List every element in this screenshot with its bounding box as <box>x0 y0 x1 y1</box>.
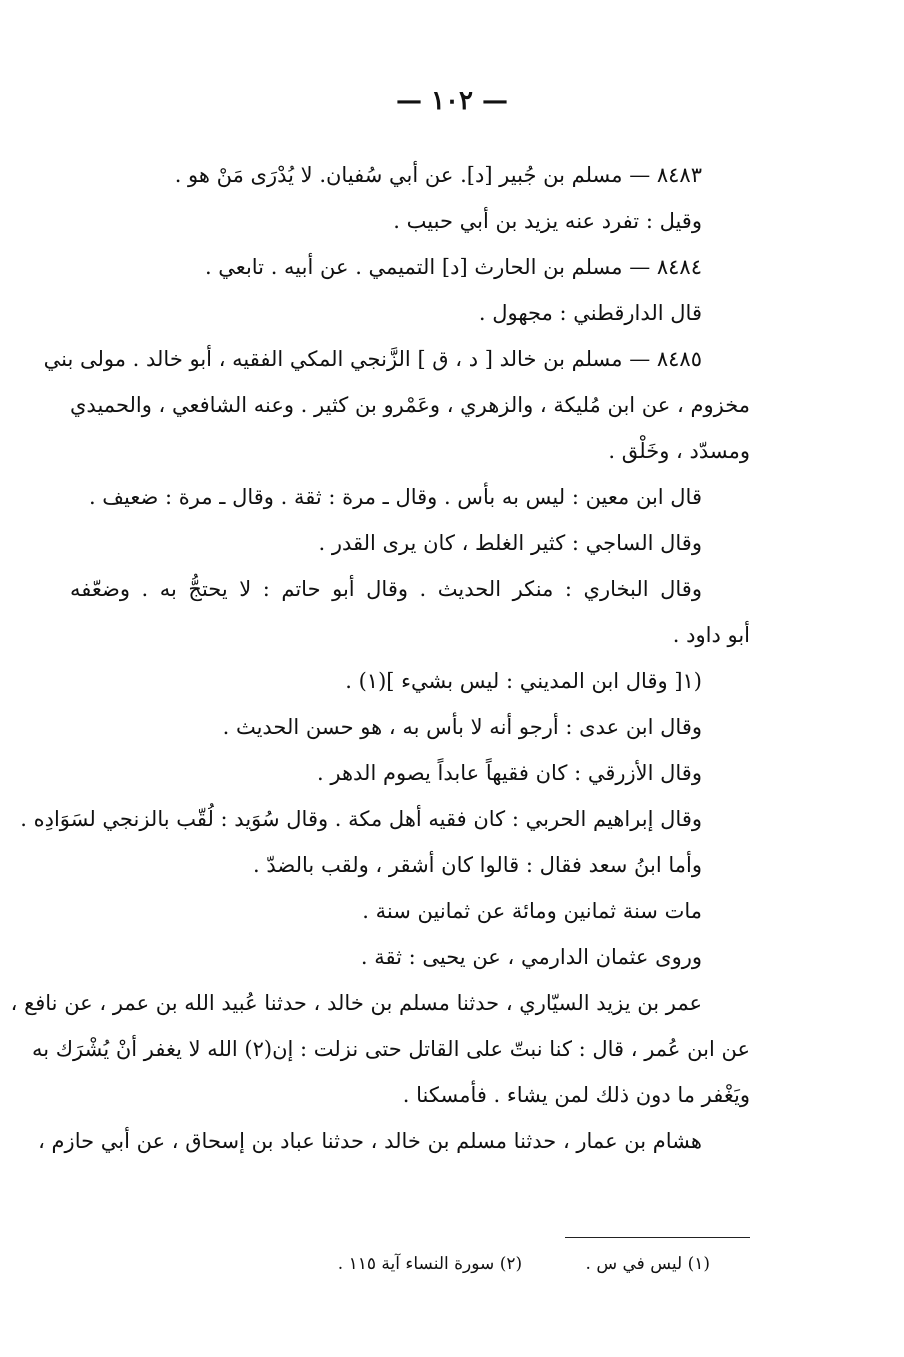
text-line: وقال إبراهيم الحربي : كان فقيه أهل مكة . وقال سُوَيد : لُقّب بالزنجي لسَوَادِه . <box>20 807 702 831</box>
text-line: قال الدارقطني : مجهول . <box>478 301 702 325</box>
entry-8484-line: ٨٤٨٤ — مسلم بن الحارث [د] التميمي . عن أبيه . تابعي . <box>204 255 702 279</box>
footnote-2: (٢) سورة النساء آية ١١٥ . <box>337 1254 523 1274</box>
footnote-1: (١) ليس في س . <box>585 1254 710 1274</box>
text-line: وأما ابنُ سعد فقال : قالوا كان أشقر ، ولقب بالضدّ . <box>253 853 702 877</box>
text-line: وقال الساجي : كثير الغلط ، كان يرى القدر . <box>318 531 702 555</box>
text-line: مخزوم ، عن ابن مُليكة ، والزهري ، وعَمْرو بن كثير . وعنه الشافعي ، والحميدي <box>70 393 750 417</box>
text-line: مات سنة ثمانين ومائة عن ثمانين سنة . <box>362 899 702 923</box>
text-line: وروى عثمان الدارمي ، عن يحيى : ثقة . <box>360 945 702 969</box>
text-line: ومسدّد ، وخَلْق . <box>608 439 750 463</box>
text-line: عمر بن يزيد السيّاري ، حدثنا مسلم بن خالد ، حدثنا عُبيد الله بن عمر ، عن نافع ، <box>10 991 702 1015</box>
text-line: قال ابن معين : ليس به بأس . وقال ـ مرة : ثقة . وقال ـ مرة : ضعيف . <box>88 485 702 509</box>
text-line: أبو داود . <box>672 623 750 647</box>
footnote-divider <box>565 1237 750 1238</box>
text-line: وقيل : تفرد عنه يزيد بن أبي حبيب . <box>393 209 702 233</box>
text-line: عن ابن عُمر ، قال : كنا نبتّ على القاتل حتى نزلت : إن(٢) الله لا يغفر أنْ يُشْرَك به <box>31 1037 750 1061</box>
text-line: وقال ابن عدى : أرجو أنه لا بأس به ، هو حسن الحديث . <box>222 715 702 739</box>
text-line: وقال الأزرقي : كان فقيهاً عابداً يصوم الدهر . <box>317 761 702 785</box>
text-line: (١[ وقال ابن المديني : ليس بشيء ](١) . <box>345 669 702 693</box>
entry-8483-line: ٨٤٨٣ — مسلم بن جُبير [د]. عن أبي سُفيان. لا يُدْرَى مَنْ هو . <box>174 163 702 187</box>
entry-8485-line: ٨٤٨٥ — مسلم بن خالد [ د ، ق ] الزَّنجي المكي الفقيه ، أبو خالد . مولى بني <box>43 347 702 371</box>
page-number: — ١٠٢ — <box>395 86 509 116</box>
text-line: وقال البخاري : منكر الحديث . وقال أبو حاتم : لا يحتجُّ به . وضعّفه <box>70 577 702 601</box>
footnotes <box>70 1247 710 1281</box>
text-line: هشام بن عمار ، حدثنا مسلم بن خالد ، حدثنا عباد بن إسحاق ، عن أبي حازم ، <box>38 1129 702 1153</box>
body-text <box>10 152 750 1164</box>
text-line: ويَغْفر ما دون ذلك لمن يشاء . فأمسكنا . <box>402 1083 750 1107</box>
